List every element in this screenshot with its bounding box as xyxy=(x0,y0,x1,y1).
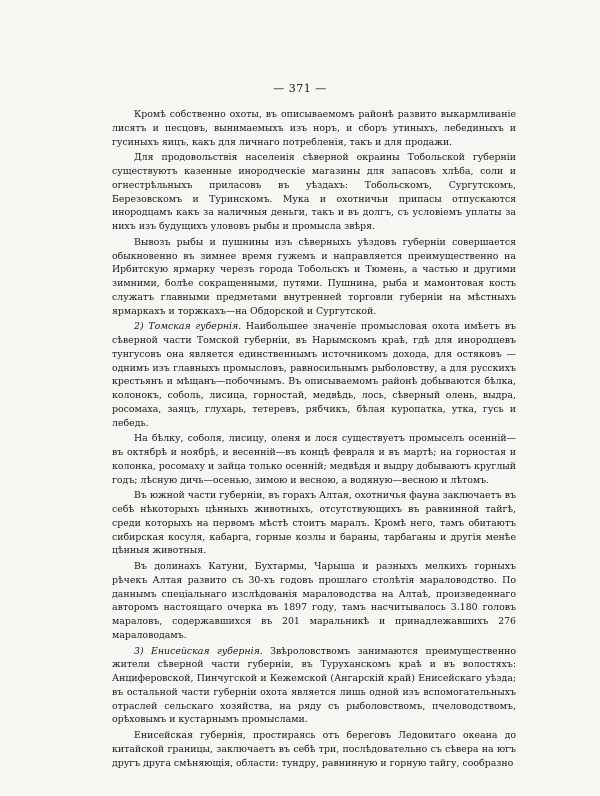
paragraph-text: Енисейская губернія, простираясь отъ береговъ Ледовитаго океана до китайской границы, заключаетъ въ себѣ три, послѣдовательно съ сѣвера на югъ другъ друга смѣняющія, области: тундру, равнинную и горную тайгу, сообразно xyxy=(112,730,516,769)
paragraph-text: Кромѣ собственно охоты, въ описываемомъ районѣ развито выкармливаніе лисятъ и песцовъ, вынимаемыхъ изъ норъ, и сборъ утиныхъ, лебединыхъ и гусиныхъ яицъ, какъ для личнаго потребленія, такъ и для продажи. xyxy=(112,109,516,148)
paragraph-yenisei xyxy=(112,645,516,728)
paragraph-text: Въ долинахъ Катуни, Бухтармы, Чарыша и разныхъ мелкихъ горныхъ рѣчекъ Алтая развито съ 30-хъ годовъ прошлаго столѣтія мараловодство. По даннымъ спеціальнаго изслѣдованія мараловодства на Алтаѣ, произведеннаго авторомъ настоящаго очерка въ 1897 году, тамъ насчитывалось 3.180 головъ мараловъ, содержавшихся въ 201 маральникѣ и принадлежавшихъ 276 мараловодамъ. xyxy=(112,561,516,641)
paragraph-seasons xyxy=(112,432,516,487)
paragraph-text: На бѣлку, соболя, лисицу, оленя и лося существуетъ промыселъ осенній—въ октябрѣ и ноябрѣ, и весенній—въ концѣ февраля и въ мартѣ; на горностая и колонка, росомаху и зайца только осенній; медвѣдя и выдру добываютъ круглый годъ; лѣсную дичь—осенью, зимою и весною, а водяную—весною и лѣтомъ. xyxy=(112,433,516,486)
paragraph-export xyxy=(112,236,516,319)
paragraph-tomsk xyxy=(112,320,516,430)
paragraph-yenisei-regions xyxy=(112,729,516,770)
paragraph-provisions xyxy=(112,151,516,234)
paragraph-text: Звѣроловствомъ занимаются преимущественно жители сѣверной части губерніи, въ Туруханскомъ краѣ и въ волостяхъ: Анциферовской, Пинчугской и Кежемской (Ангарскій край) Енисейскаго уѣзда; въ остальной части губерніи охота является лишь одной изъ вспомогательныхъ отраслей сельскаго хозяйства, на ряду съ рыболовствомъ, пчеловодствомъ, орѣховымъ и кустарнымъ промыслами. xyxy=(112,645,516,726)
page-number: — 371 — xyxy=(273,82,327,95)
paragraph-breeding xyxy=(112,108,516,149)
section-heading: 3) Енисейская губернія. xyxy=(134,645,263,657)
paragraph-maral-breeding xyxy=(112,560,516,643)
paragraph-text: Въ южной части губерніи, въ горахъ Алтая, охотничья фауна заключаетъ въ себѣ нѣкоторыхъ цѣнныхъ животныхъ, отсутствующихъ въ равнинной тайгѣ, среди которыхъ на первомъ мѣстѣ стоитъ маралъ. Кромѣ него, тамъ обитаютъ сибирская косуля, кабарга, горные козлы и бараны, тарбаганы и другія менѣе цѣнныя животныя. xyxy=(112,490,516,557)
paragraph-text: Для продовольствія населенія сѣверной окраины Тобольской губерніи существуютъ казенные инородческіе магазины для запасовъ хлѣба, соли и огнестрѣльныхъ приласовъ въ уѣздахъ: Тобольскомъ, Сургутскомъ, Березовскомъ и Туринскомъ. Мука и охотничьи припасы отпускаются инородцамъ какъ за наличныя деньги, такъ и въ долгъ, съ условіемъ уплаты за нихъ изъ будущихъ улововъ рыбы и промысла звѣря. xyxy=(112,152,516,232)
text-body xyxy=(112,108,516,772)
paragraph-text: Наибольшее значеніе промысловая охота имѣетъ въ сѣверной части Томской губерніи, въ Нарымскомъ краѣ, гдѣ для инородцевъ тунгусовъ она является единственнымъ источникомъ дохода, для остяковъ — однимъ изъ главныхъ промысловъ, равносильнымъ рыболовству, а для русскихъ крестьянъ и мѣщанъ—побочнымъ. Въ описываемомъ районѣ добываются бѣлка, колонокъ, соболь, лисица, горностай, медвѣдь, лось, сѣверный олень, выдра, росомаха, заяцъ, глухарь, тетеревъ, рябчикъ, бѣлая куропатка, утка, гусь и лебедь. xyxy=(112,321,516,429)
paragraph-text: Вывозъ рыбы и пушнины изъ сѣверныхъ уѣздовъ губерніи совершается обыкновенно въ зимнее время гужемъ и направляется преимущественно на Ирбитскую ярмарку черезъ города Тобольскъ и Тюмень, а частью и другими зимними, болѣе сокращенными, путями. Пушнина, рыба и мамонтовая кость служатъ главными предметами внутренней торговли губерніи на мѣстныхъ ярмаркахъ и торжкахъ—на Обдорской и Сургутской. xyxy=(112,236,516,317)
paragraph-altai xyxy=(112,489,516,558)
section-heading: 2) Томская губернія. xyxy=(134,321,242,333)
